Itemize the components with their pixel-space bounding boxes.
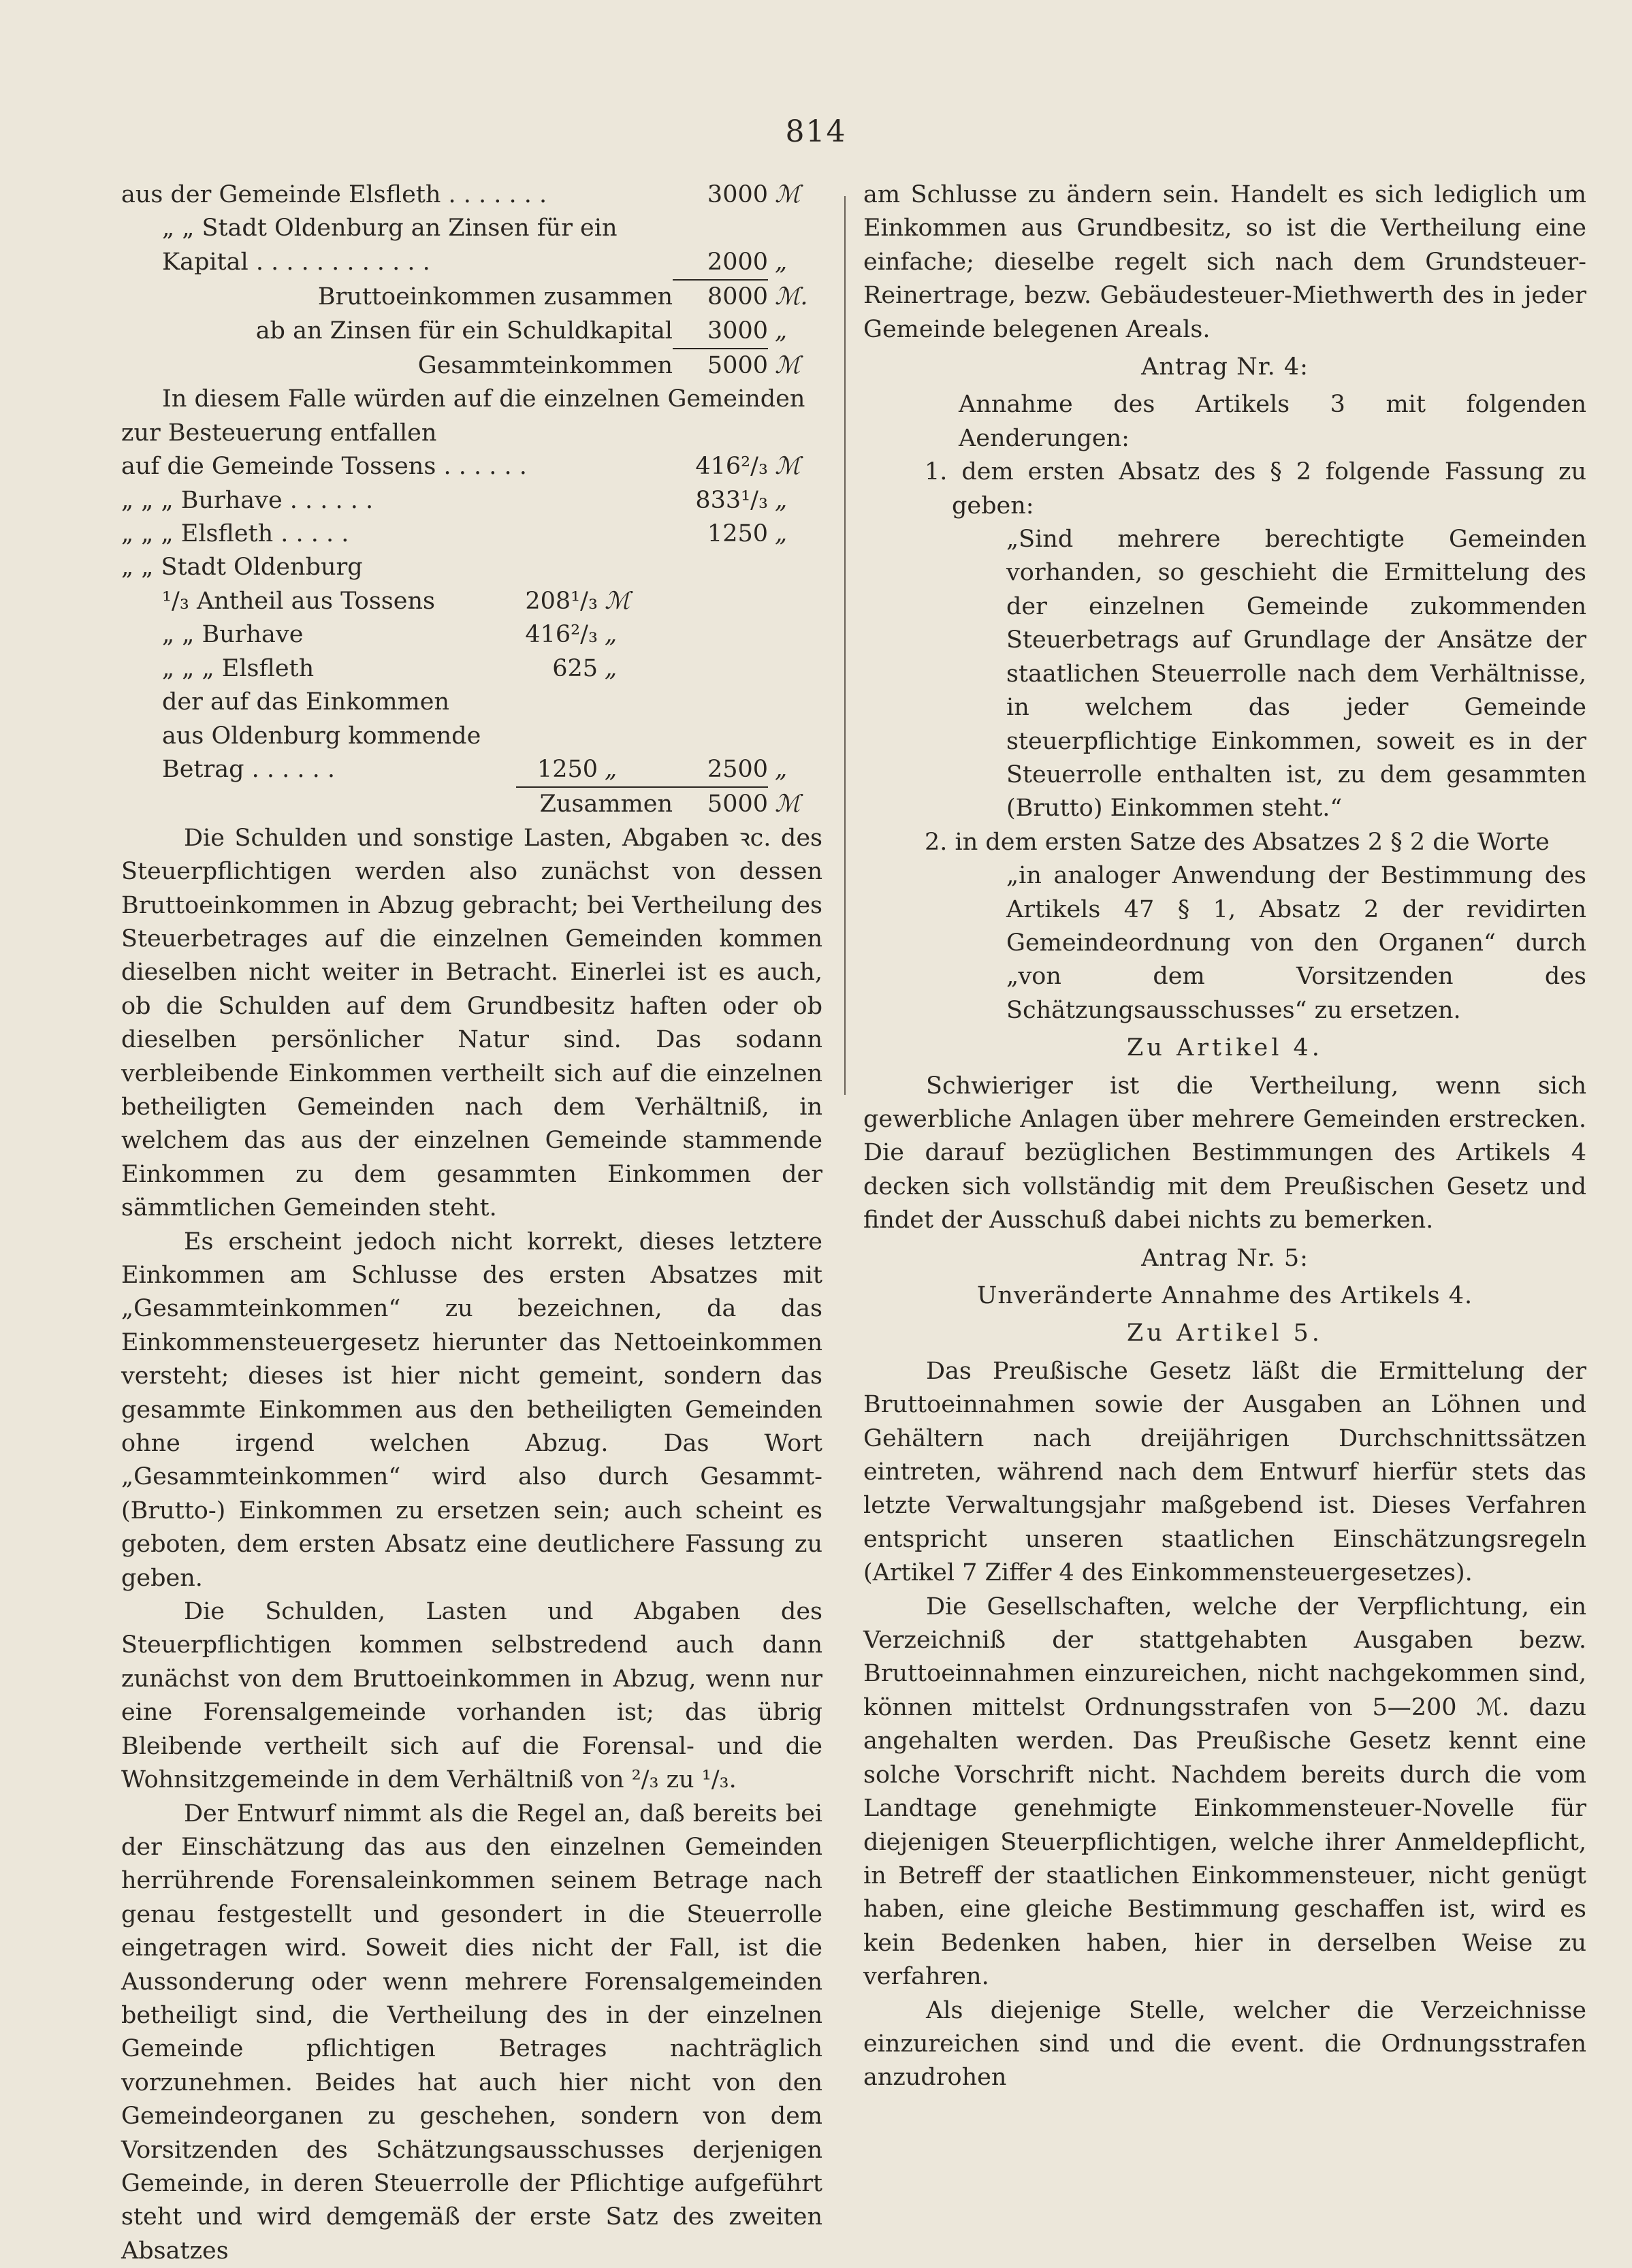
calc-label: Gesammteinkommen [418, 349, 673, 383]
article-5-heading: Zu Artikel 5. [863, 1317, 1586, 1350]
dist-sum-amount: 5000 [673, 788, 768, 821]
dist-sub-amount: 625 [516, 652, 598, 686]
dist-label: auf die Gemeinde Tossens . . . . . . [121, 450, 673, 483]
paragraph: Die Schulden, Lasten und Abgaben des Steuerpflichtigen kommen selbstredend auch dann zunächst von dem Bruttoeinkommen in Abzug, wenn nur eine Forensalgemeinde vorhanden ist; das übrig Bleibende vertheilt sich auf die Forensal- und die Wohnsitzgemeinde in dem Verhältniß von ²/₃ zu ¹/₃. [121, 1595, 822, 1797]
dist-intro [121, 383, 822, 416]
antrag-4-quote-2: „in analoger Anwendung der Bestimmung des Artikels 47 § 1, Absatz 2 der revidirten Gemeindeordnung von den Organen“ durch „von dem Vorsitzenden des Schätzungsausschusses“ zu ersetzen. [863, 859, 1586, 1027]
dist-sub-amount: 208¹/₃ [516, 585, 598, 618]
dist-sub-label: Betrag . . . . . . [162, 753, 516, 786]
calc-row [121, 315, 822, 349]
dist-sub-text: der auf das Einkommen [162, 686, 449, 719]
calc-label: Kapital . . . . . . . . . . . . [162, 246, 673, 279]
calc-row [121, 246, 822, 281]
calc-unit: „ [768, 315, 822, 348]
paragraph: am Schlusse zu ändern sein. Handelt es sich lediglich um Einkommen aus Grundbesitz, so ist die Vertheilung eine einfache; dieselbe regelt sich nach dem Grundsteuer-Reinertrage, bezw. Gebäudesteuer-Miethwerth des in jeder Gemeinde belegenen Areals. [863, 178, 1586, 347]
calc-row [121, 212, 822, 245]
dist-label: „ „ „ Elsfleth . . . . . [121, 517, 673, 551]
dist-unit: ℳ [768, 450, 822, 483]
paragraph: Als diejenige Stelle, welcher die Verzeichnisse einzureichen sind und die event. die Ordnungsstrafen anzudrohen [863, 1994, 1586, 2095]
dist-sub-row [121, 585, 822, 618]
dist-sub-amount: 416²/₃ [516, 618, 598, 652]
calc-amount: 5000 [673, 349, 768, 383]
dist-sub-label: ¹/₃ Antheil aus Tossens [162, 585, 516, 618]
antrag-4-item-2: 2. in dem ersten Satze des Absatzes 2 § 2 die Worte [863, 826, 1586, 859]
right-column [863, 178, 1586, 2095]
calc-row [121, 178, 822, 212]
dist-sub-amount: 1250 [516, 753, 598, 788]
dist-intro-line: zur Besteuerung entfallen [121, 417, 436, 450]
calc-amount: 3000 [673, 178, 768, 212]
dist-amount: 833¹/₃ [673, 484, 768, 517]
antrag-5-heading: Antrag Nr. 5: [863, 1242, 1586, 1275]
dist-row [121, 517, 822, 551]
calc-label: Bruttoeinkommen zusammen [318, 281, 673, 314]
calc-unit: „ [768, 246, 822, 279]
antrag-4-intro: Annahme des Artikels 3 mit folgenden Aenderungen: [863, 388, 1586, 456]
paragraph: Die Schulden und sonstige Lasten, Abgaben ꝛc. des Steuerpflichtigen werden also zunächst von dessen Bruttoeinkommen in Abzug gebracht; bei Vertheilung des Steuerbetrages auf die einzelnen Gemeinden kommen dieselben nicht weiter in Betracht. Einerlei ist es auch, ob die Schulden auf dem Grundbesitz haften oder ob dieselben persönlicher Natur sind. Das sodann verbleibende Einkommen vertheilt sich auf die einzelnen betheiligten Gemeinden nach dem Verhältniß, in welchem das aus der einzelnen Gemeinde stammende Einkommen zu dem gesammten Einkommen der sämmtlichen Gemeinden steht. [121, 822, 822, 1226]
paragraph: Es erscheint jedoch nicht korrekt, dieses letztere Einkommen am Schlusse des ersten Absatzes mit „Gesammteinkommen“ zu bezeichnen, da das Einkommensteuergesetz hierunter das Nettoeinkommen versteht; dieses ist hier nicht gemeint, sondern das gesammte Einkommen aus den betheiligten Gemeinden ohne irgend welchen Abzug. Das Wort „Gesammteinkommen“ wird also durch Gesammt-(Brutto-) Einkommen zu ersetzen sein; auch scheint es geboten, dem ersten Absatz eine deutlichere Fassung zu geben. [121, 1226, 822, 1595]
antrag-5-text: Unveränderte Annahme des Artikels 4. [863, 1279, 1586, 1313]
paragraph: Der Entwurf nimmt als die Regel an, daß bereits bei der Einschätzung das aus den einzelnen Gemeinden herrührende Forensaleinkommen seinem Betrage nach genau festgestellt und gesondert in die Steuerrolle eingetragen wird. Soweit dies nicht der Fall, ist die Aussonderung oder wenn mehrere Forensalgemeinden betheiligt sind, die Vertheilung des in der einzelnen Gemeinde pflichtigen Betrages nachträglich vorzunehmen. Beides hat auch hier nicht von den Gemeindeorganen zu geschehen, sondern von dem Vorsitzenden des Schätzungsausschusses derjenigen Gemeinde, in deren Steuerrolle der Pflichtige aufgeführt steht und wird demgemäß der erste Satz des zweiten Absatzes [121, 1798, 822, 2268]
calc-label: aus der Gemeinde Elsfleth . . . . . . . [121, 178, 673, 212]
dist-sub-label: „ „ „ Elsfleth [162, 652, 516, 686]
dist-intro-line: In diesem Falle würden auf die einzelnen Gemeinden [162, 383, 805, 416]
dist-subtotal-unit: „ [768, 753, 822, 786]
paragraph: Das Preußische Gesetz läßt die Ermittelung der Bruttoeinnahmen sowie der Ausgaben an Löhnen und Gehältern nach dreijährigen Durchschnittssätzen eintreten, während nach dem Entwurf hierfür stets das letzte Verwaltungsjahr maßgebend ist. Dieses Verfahren entspricht unseren staatlichen Einschätzungsregeln (Artikel 7 Ziffer 4 des Einkommensteuergesetzes). [863, 1355, 1586, 1591]
calc-label: ab an Zinsen für ein Schuldkapital [256, 315, 673, 348]
dist-sum-label: Zusammen [540, 788, 673, 821]
dist-sub-label: „ „ Burhave [162, 618, 516, 652]
dist-sub-unit: „ [598, 618, 652, 652]
calc-amount: 2000 [673, 246, 768, 281]
calc-row [121, 281, 822, 314]
column-divider [844, 196, 846, 1095]
page-number: 814 [0, 114, 1632, 149]
dist-row [121, 484, 822, 517]
calc-unit: ℳ [768, 178, 822, 212]
antrag-4-item-1: 1. dem ersten Absatz des § 2 folgende Fassung zu geben: [863, 456, 1586, 523]
antrag-4-quote-1: „Sind mehrere berechtigte Gemeinden vorhanden, so geschieht die Ermittelung des der einzelnen Gemeinde zukommenden Steuerbetrags auf Grundlage der Ansätze der staatlichen Steuerrolle nach dem Verhältnisse, in welchem das jeder Gemeinde steuerpflichtige Einkommen, soweit es in der Steuerrolle enthalten ist, zu dem gesammten (Brutto) Einkommen steht.“ [863, 523, 1586, 826]
dist-unit: „ [768, 484, 822, 517]
calc-label: „ „ Stadt Oldenburg an Zinsen für ein [162, 212, 822, 245]
calc-amount: 8000 [673, 281, 768, 314]
left-column [121, 178, 822, 2268]
calc-unit: ℳ. [768, 281, 822, 314]
paragraph: Schwieriger ist die Vertheilung, wenn sich gewerbliche Anlagen über mehrere Gemeinden erstrecken. Die darauf bezüglichen Bestimmungen des Artikels 4 decken sich vollständig mit dem Preußischen Gesetz und findet der Ausschuß dabei nichts zu bemerken. [863, 1070, 1586, 1238]
article-4-heading: Zu Artikel 4. [863, 1032, 1586, 1065]
paragraph: Die Gesellschaften, welche der Verpflichtung, ein Verzeichniß der stattgehabten Ausgaben bezw. Bruttoeinnahmen einzureichen, nicht nachgekommen sind, können mittelst Ordnungsstrafen von 5—200 ℳ. dazu angehalten werden. Das Preußische Gesetz kennt eine solche Vorschrift nicht. Nachdem bereits durch die vom Landtage genehmigte Einkommensteuer-Novelle für diejenigen Steuerpflichtigen, welche ihrer Anmeldepflicht, in Betreff der staatlichen Einkommensteuer, nicht genügt haben, eine gleiche Bestimmung geschaffen ist, wird es kein Bedenken haben, hier in derselben Weise zu verfahren. [863, 1591, 1586, 1994]
dist-sub-row [121, 753, 822, 788]
dist-sub-unit: „ [598, 652, 652, 686]
dist-amount: 416²/₃ [673, 450, 768, 483]
dist-amount: 1250 [673, 517, 768, 551]
dist-label: „ „ Stadt Oldenburg [121, 551, 822, 584]
dist-sum-row [121, 788, 822, 821]
dist-sub-row [121, 720, 822, 753]
dist-row [121, 450, 822, 483]
dist-label: „ „ „ Burhave . . . . . . [121, 484, 673, 517]
dist-sub-row [121, 652, 822, 686]
dist-sum-unit: ℳ [768, 788, 822, 821]
dist-sub-unit: ℳ [598, 585, 652, 618]
dist-sub-text: aus Oldenburg kommende [162, 720, 481, 753]
dist-sub-row [121, 618, 822, 652]
calc-unit: ℳ [768, 349, 822, 383]
calc-row [121, 349, 822, 383]
calc-amount: 3000 [673, 315, 768, 349]
dist-row [121, 551, 822, 584]
dist-sub-unit: „ [598, 753, 652, 788]
dist-sub-row [121, 686, 822, 719]
dist-subtotal: 2500 [652, 753, 768, 788]
antrag-4-heading: Antrag Nr. 4: [863, 351, 1586, 384]
dist-unit: „ [768, 517, 822, 551]
dist-intro [121, 417, 822, 450]
